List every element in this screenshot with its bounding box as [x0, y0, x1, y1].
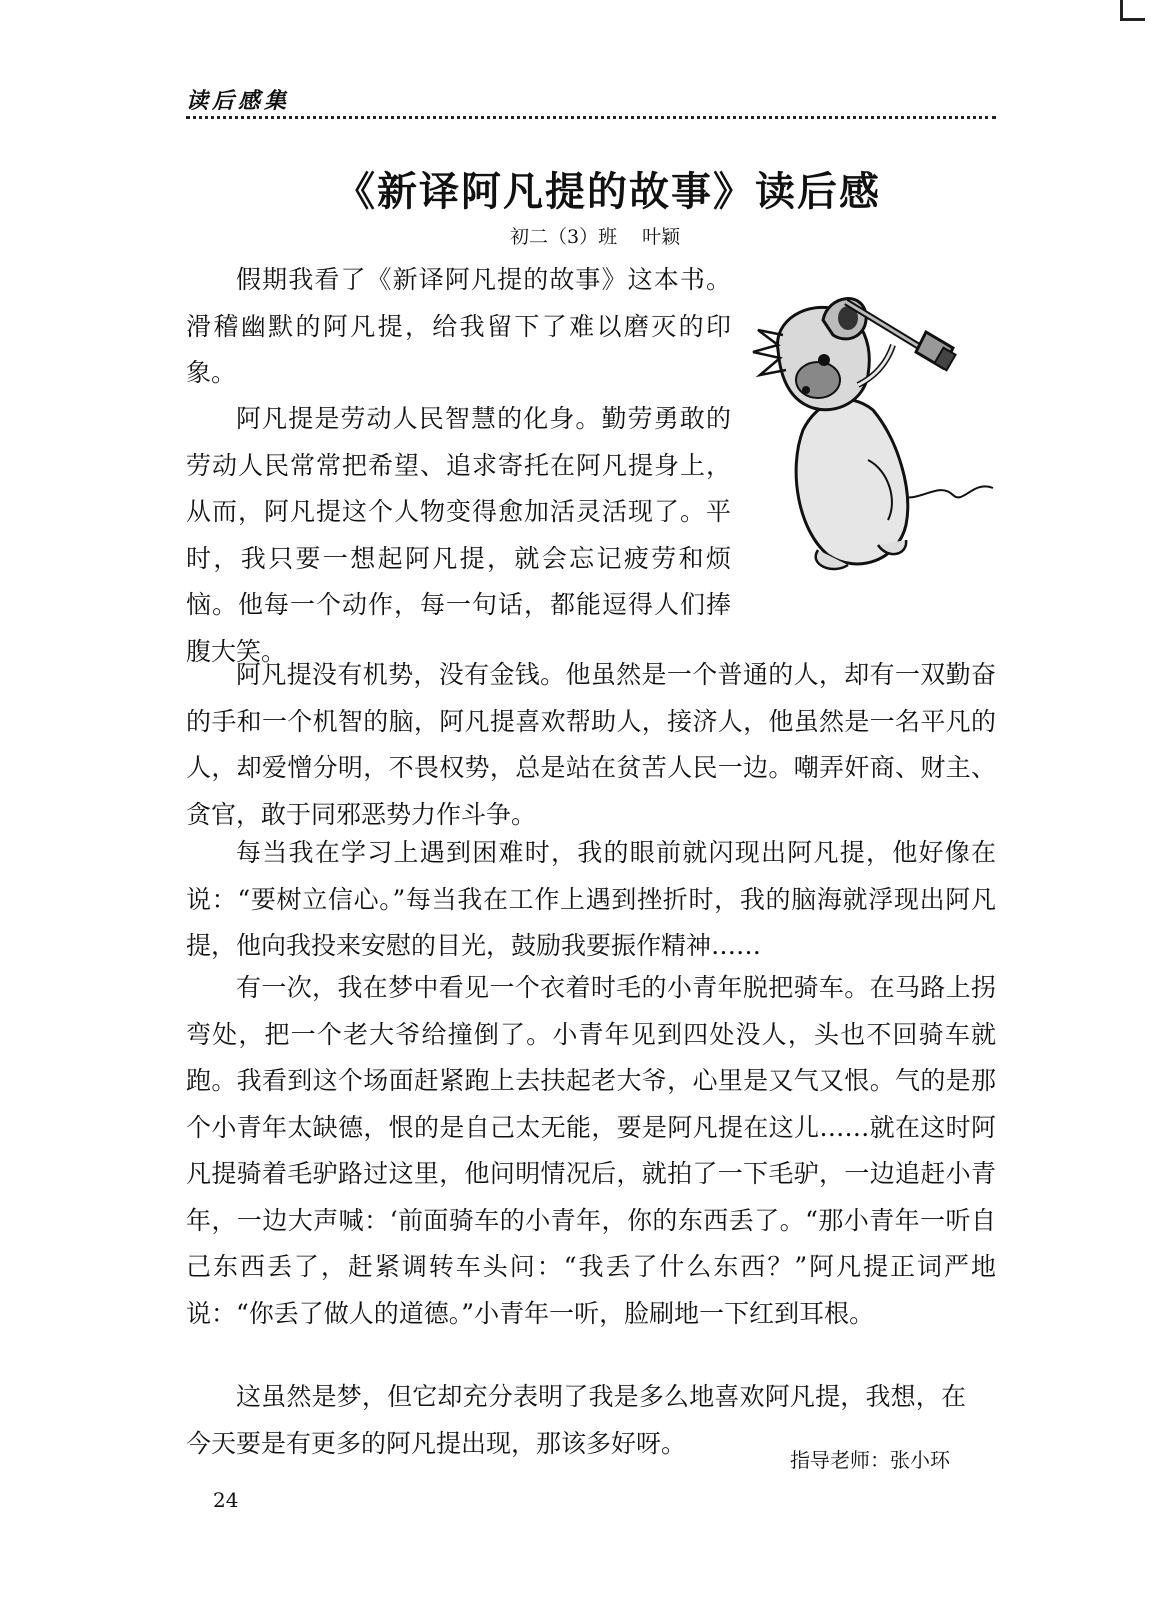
- paragraph-1: 假期我看了《新译阿凡提的故事》这本书。滑稽幽默的阿凡提，给我留下了难以磨灭的印象。: [186, 265, 731, 387]
- paragraph-6: 这虽然是梦，但它却充分表明了我是多么地喜欢阿凡提，我想，在今天要是有更多的阿凡提出现，那该多好呀。: [186, 1382, 966, 1458]
- paragraph-5: 有一次，我在梦中看见一个衣着时毛的小青年脱把骑车。在马路上拐弯处，把一个老大爷给撞倒了。小青年见到四处没人，头也不回骑车就跑。我看到这个场面赶紧跑上去扶起老大爷，心里是又气又恨。气的是那个小青年太缺德，恨的是自己太无能，要是阿凡提在这儿……就在这时阿凡提骑着毛驴路过这里，他问明情况后，就拍了一下毛驴，一边追赶小青年，一边大声喊：‘前面骑车的小青年，你的东西丢了。“那小青年一听自己东西丢了，赶紧调转车头问：“我丢了什么东西？”阿凡提正词严地说：“你丢了做人的道德。”小青年一听，脸刷地一下红到耳根。: [186, 973, 996, 1328]
- crop-mark: [1120, 0, 1145, 21]
- running-head: 读后感集: [186, 88, 291, 114]
- page-number: 24: [213, 1488, 239, 1512]
- cartoon-mouse-with-hammer-icon: [748, 290, 998, 580]
- paragraph-4: 每当我在学习上遇到困难时，我的眼前就闪现出阿凡提，他好像在说：“要树立信心。”每当我在工作上遇到挫折时，我的脑海就浮现出阿凡提，他向我投来安慰的目光，鼓励我要振作精神……: [186, 838, 996, 960]
- teacher-note: 指导老师：张小环: [790, 1448, 950, 1472]
- article-byline: 初二（3）班 叶颖: [510, 226, 681, 248]
- header-rule: [186, 116, 996, 119]
- paragraph-3: 阿凡提没有机势，没有金钱。他虽然是一个普通的人，却有一双勤奋的手和一个机智的脑，阿凡提喜欢帮助人，接济人，他虽然是一名平凡的人，却爱憎分明，不畏权势，总是站在贫苦人民一边。嘲弄奸商、财主、贪官，敢于同邪恶势力作斗争。: [186, 660, 996, 829]
- paragraph-2: 阿凡提是劳动人民智慧的化身。勤劳勇敢的劳动人民常常把希望、追求寄托在阿凡提身上，从而，阿凡提这个人物变得愈加活灵活现了。平时，我只要一想起阿凡提，就会忘记疲劳和烦恼。他每一个动作，每一句话，都能逗得人们捧腹大笑。: [186, 404, 731, 666]
- article-title: 《新译阿凡提的故事》读后感: [335, 168, 881, 215]
